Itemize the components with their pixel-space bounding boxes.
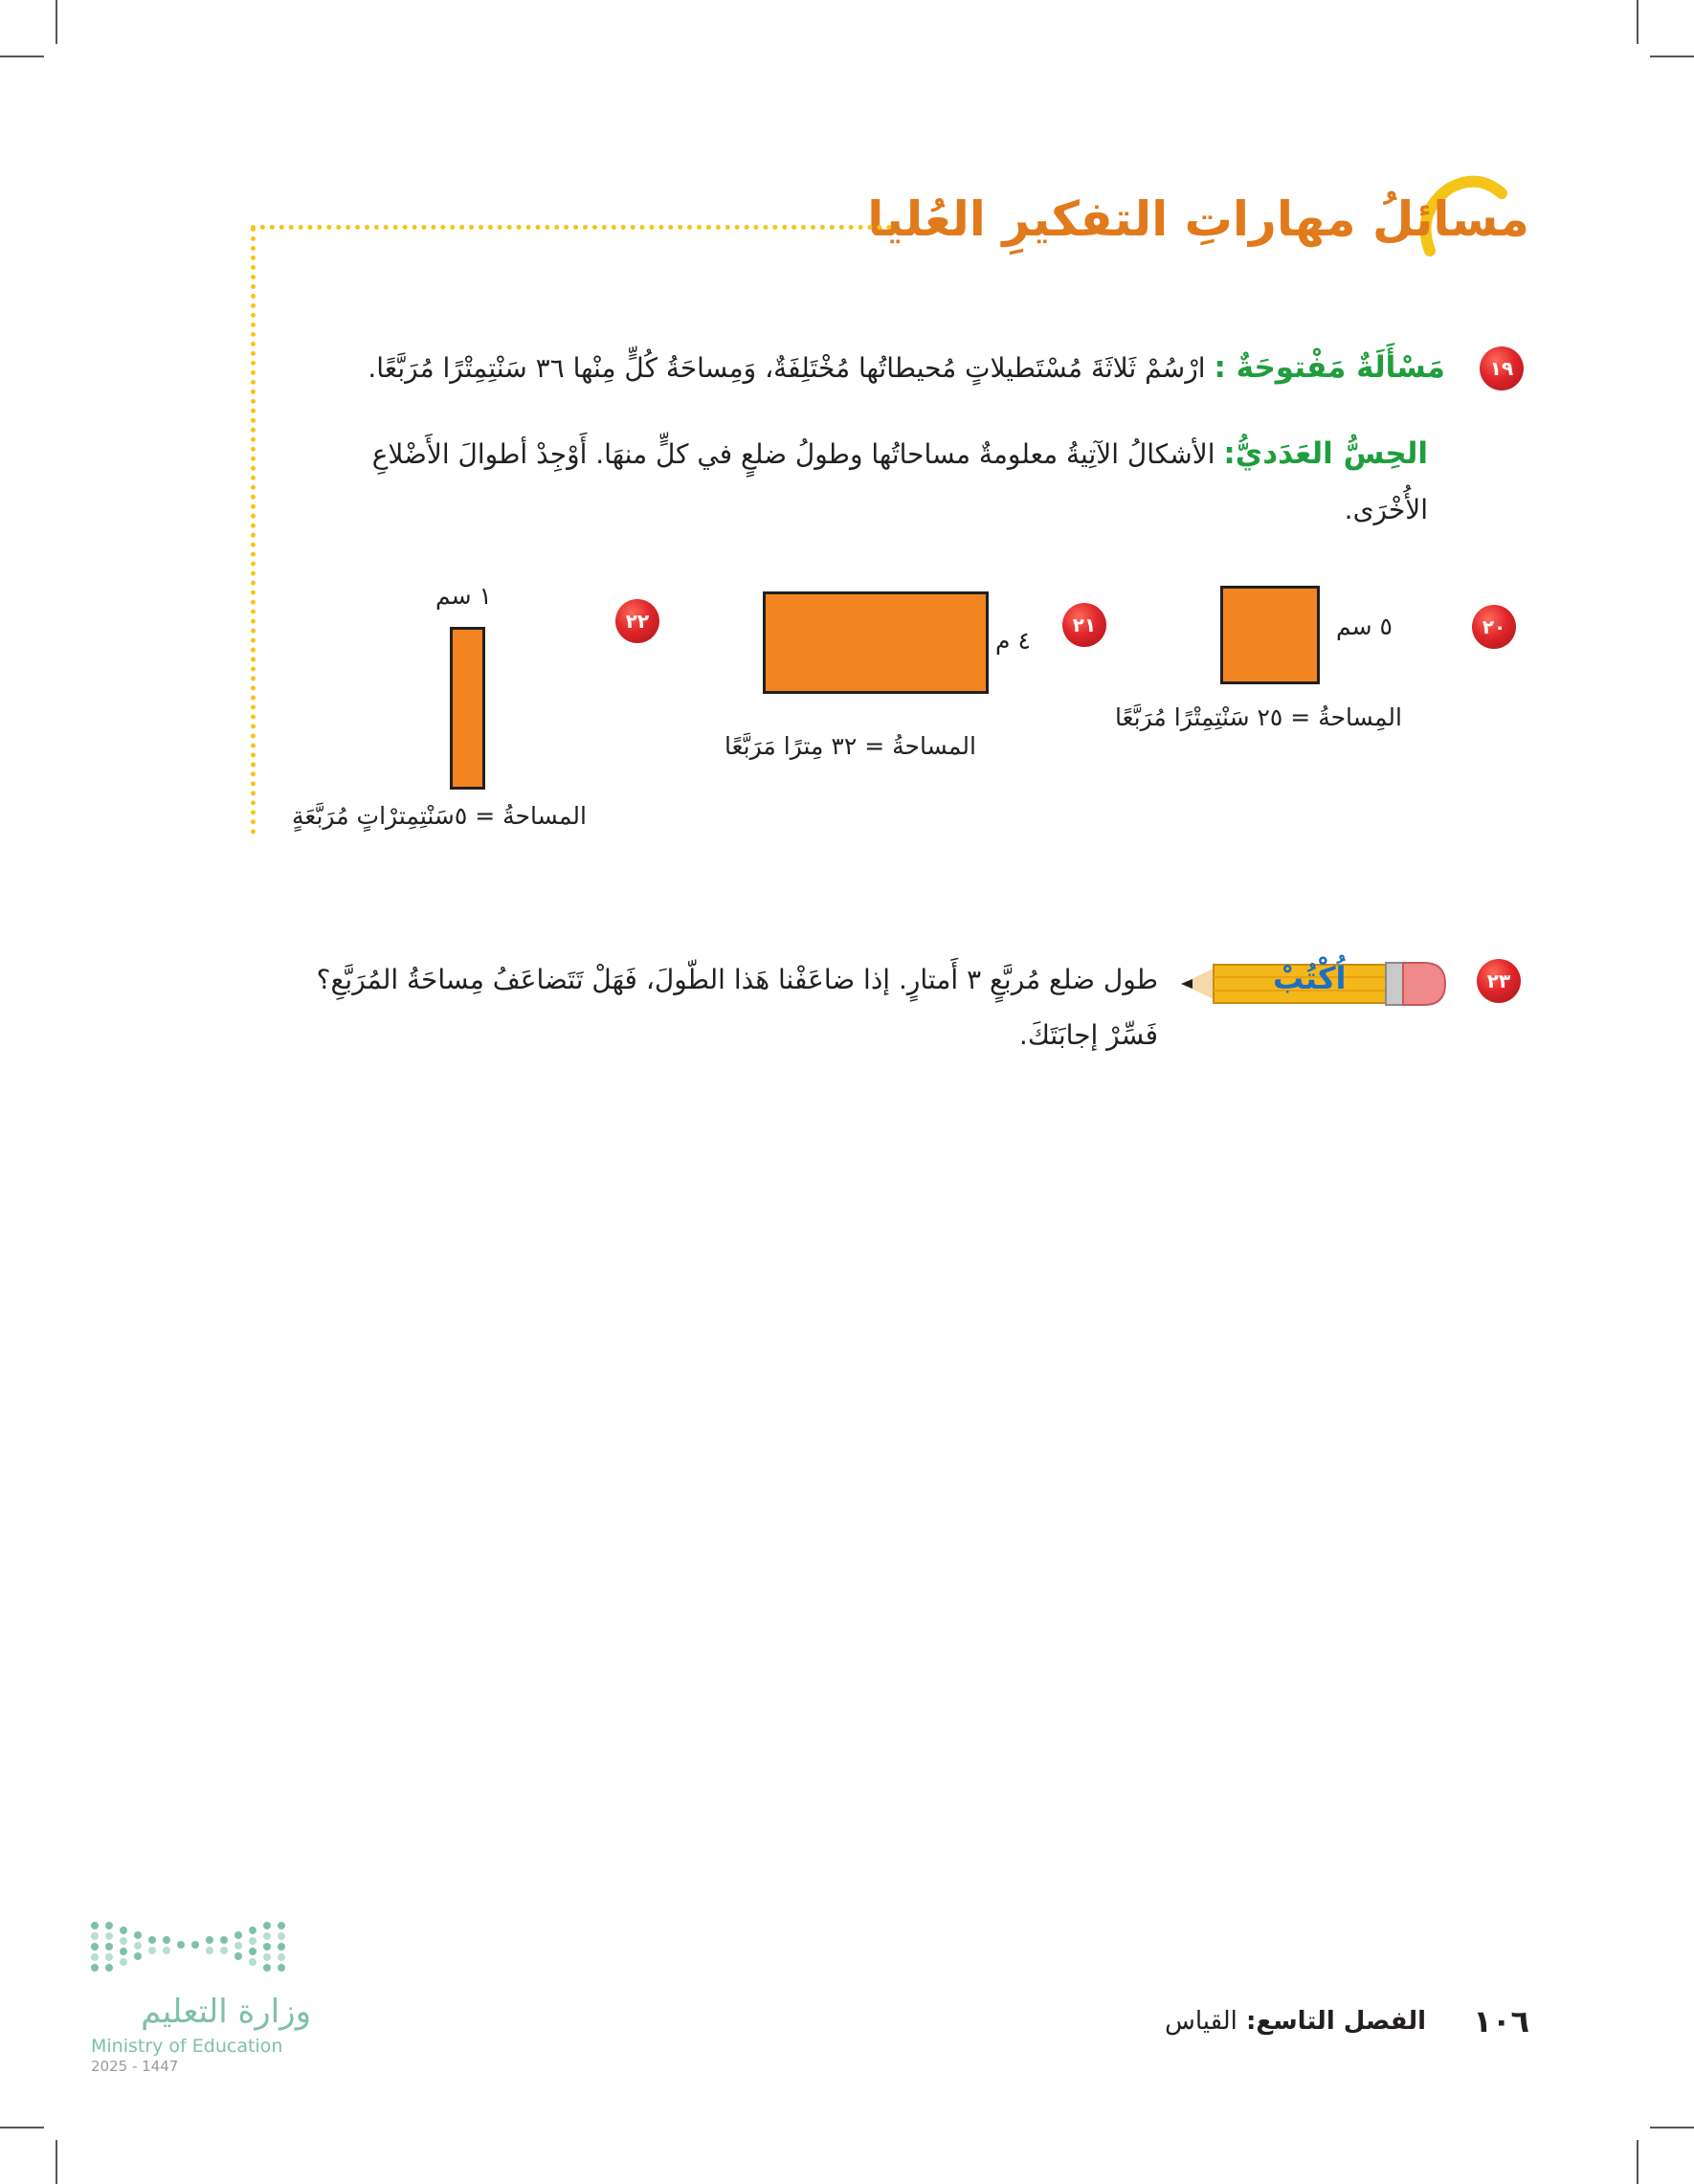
logo-dot <box>148 1936 156 1944</box>
logo-dot <box>191 1941 199 1949</box>
rectangle-shape-21 <box>763 591 989 694</box>
chapter-title <box>1165 2007 1426 2036</box>
number-sense-line2: الأُخْرَى. <box>1344 494 1428 525</box>
logo-dot <box>163 1947 170 1954</box>
logo-dot <box>91 1953 99 1961</box>
crop-mark <box>56 2140 57 2184</box>
problem-23-text <box>201 952 1158 1063</box>
logo-dot <box>134 1942 142 1950</box>
logo-year: 2025 - 1447 <box>91 2058 179 2075</box>
area-label-20: المِساحةُ = ٢٥ سَنْتِمِتْرًا مُرَبَّعًا <box>1115 703 1402 731</box>
logo-english: Ministry of Education <box>91 2036 283 2057</box>
crop-mark <box>0 56 44 57</box>
area-label-22: المساحةُ = ٥سَنْتِمِترْاتٍ مُرَبَّعَةٍ <box>292 802 587 830</box>
logo-dot <box>105 1943 113 1950</box>
logo-dot <box>278 1932 285 1940</box>
logo-dot <box>278 1953 285 1961</box>
logo-dot <box>105 1953 113 1961</box>
logo-dot <box>105 1922 113 1929</box>
logo-dot <box>263 1953 271 1961</box>
logo-dot <box>249 1948 256 1955</box>
side-label-22: ١ سم <box>435 582 492 610</box>
crop-mark <box>56 0 57 44</box>
number-sense-line1: الأشكالُ الآتِيةُ معلومةٌ مساحاتُها وطولُ ضلعٍ في كلٍّ منهَا. أَوْجِدْ أطوالَ الأَضْلاعِ <box>371 438 1215 470</box>
square-shape-20 <box>1220 586 1320 684</box>
logo-dot <box>91 1922 99 1929</box>
logo-dot <box>234 1931 242 1939</box>
logo-dot <box>220 1936 228 1944</box>
problem-number-23: ٢٣ <box>1477 959 1521 1003</box>
logo-dot <box>234 1942 242 1950</box>
logo-dot <box>105 1932 113 1940</box>
page-number: ١٠٦ <box>1473 2003 1529 2039</box>
logo-dots-icon <box>91 1914 301 1976</box>
logo-dot <box>91 1932 99 1940</box>
logo-dot <box>278 1943 285 1950</box>
logo-dot <box>263 1932 271 1940</box>
logo-dot <box>91 1943 99 1950</box>
logo-dot <box>177 1941 185 1949</box>
logo-dot <box>91 1964 99 1972</box>
crop-mark <box>1650 56 1694 57</box>
problem-19-text <box>297 340 1445 396</box>
chapter-label: الفصل التاسع: <box>1245 2007 1426 2036</box>
logo-dot <box>134 1952 142 1960</box>
area-label-21: المساحةُ = ٣٢ مِترًا مَرَبَّعًا <box>724 732 976 760</box>
section-title: مسائلُ مهاراتِ التفكيرِ العُليا <box>867 191 1529 247</box>
crop-mark <box>1650 2127 1694 2128</box>
crop-mark <box>1637 2140 1638 2184</box>
logo-dot <box>220 1947 228 1954</box>
logo-dot <box>263 1964 271 1972</box>
logo-dot <box>134 1931 142 1939</box>
logo-dot <box>206 1936 213 1944</box>
number-sense-label: الحِسُّ العَدَديُّ: <box>1223 436 1428 471</box>
logo-dot <box>234 1952 242 1960</box>
rectangle-shape-22 <box>450 627 485 790</box>
ministry-logo <box>91 1914 311 2075</box>
logo-dot <box>263 1943 271 1950</box>
write-label: اُكْتُبْ <box>1273 960 1347 996</box>
problem-23-line2: فَسِّرْ إجابَتَكَ. <box>1018 1019 1158 1051</box>
problem-23-line1: طول ضلع مُربَّعٍ ٣ أَمتارٍ. إذا ضاعَفْنا هَذا الطّولَ، فَهَلْ تَتَضاعَفُ مِساحَةُ المُرَبَّعِ؟ <box>316 964 1158 995</box>
logo-dot <box>263 1922 271 1929</box>
problem-number-20: ٢٠ <box>1472 605 1516 649</box>
logo-dot <box>278 1922 285 1929</box>
logo-dot <box>120 1927 127 1934</box>
dotted-border-top <box>251 225 892 230</box>
crop-mark <box>1637 0 1638 44</box>
logo-dot <box>206 1947 213 1954</box>
logo-dot <box>120 1958 127 1966</box>
side-label-21: ٤ م <box>995 627 1031 655</box>
logo-dot <box>278 1964 285 1972</box>
logo-dot <box>249 1927 256 1934</box>
logo-dot <box>249 1958 256 1966</box>
open-problem-label: مَسْأَلَةٌ مَفْتوحَةٌ : <box>1214 350 1445 385</box>
logo-arabic: وزارة التعليم <box>141 1993 311 2031</box>
side-label-20: ٥ سم <box>1336 613 1393 640</box>
logo-dot <box>120 1937 127 1945</box>
logo-dot <box>163 1936 170 1944</box>
logo-dot <box>120 1948 127 1955</box>
crop-mark <box>0 2127 44 2128</box>
problem-number-19: ١٩ <box>1480 346 1524 390</box>
chapter-topic: القياس <box>1165 2007 1237 2036</box>
logo-dot <box>148 1947 156 1954</box>
number-sense-intro <box>279 426 1428 538</box>
problem-19-body: ارْسُمْ ثَلاثَةَ مُسْتَطيلاتٍ مُحيطاتُها مُخْتَلِفَةٌ، وَمِساحَةُ كُلٍّ مِنْها ٣٦ سَنْتِمِتْرًا مُرَبَّعًا. <box>368 352 1206 384</box>
logo-dot <box>105 1964 113 1972</box>
problem-number-22: ٢٢ <box>615 599 659 643</box>
problem-number-21: ٢١ <box>1062 603 1106 647</box>
logo-dot <box>249 1937 256 1945</box>
dotted-border-left <box>251 227 256 835</box>
